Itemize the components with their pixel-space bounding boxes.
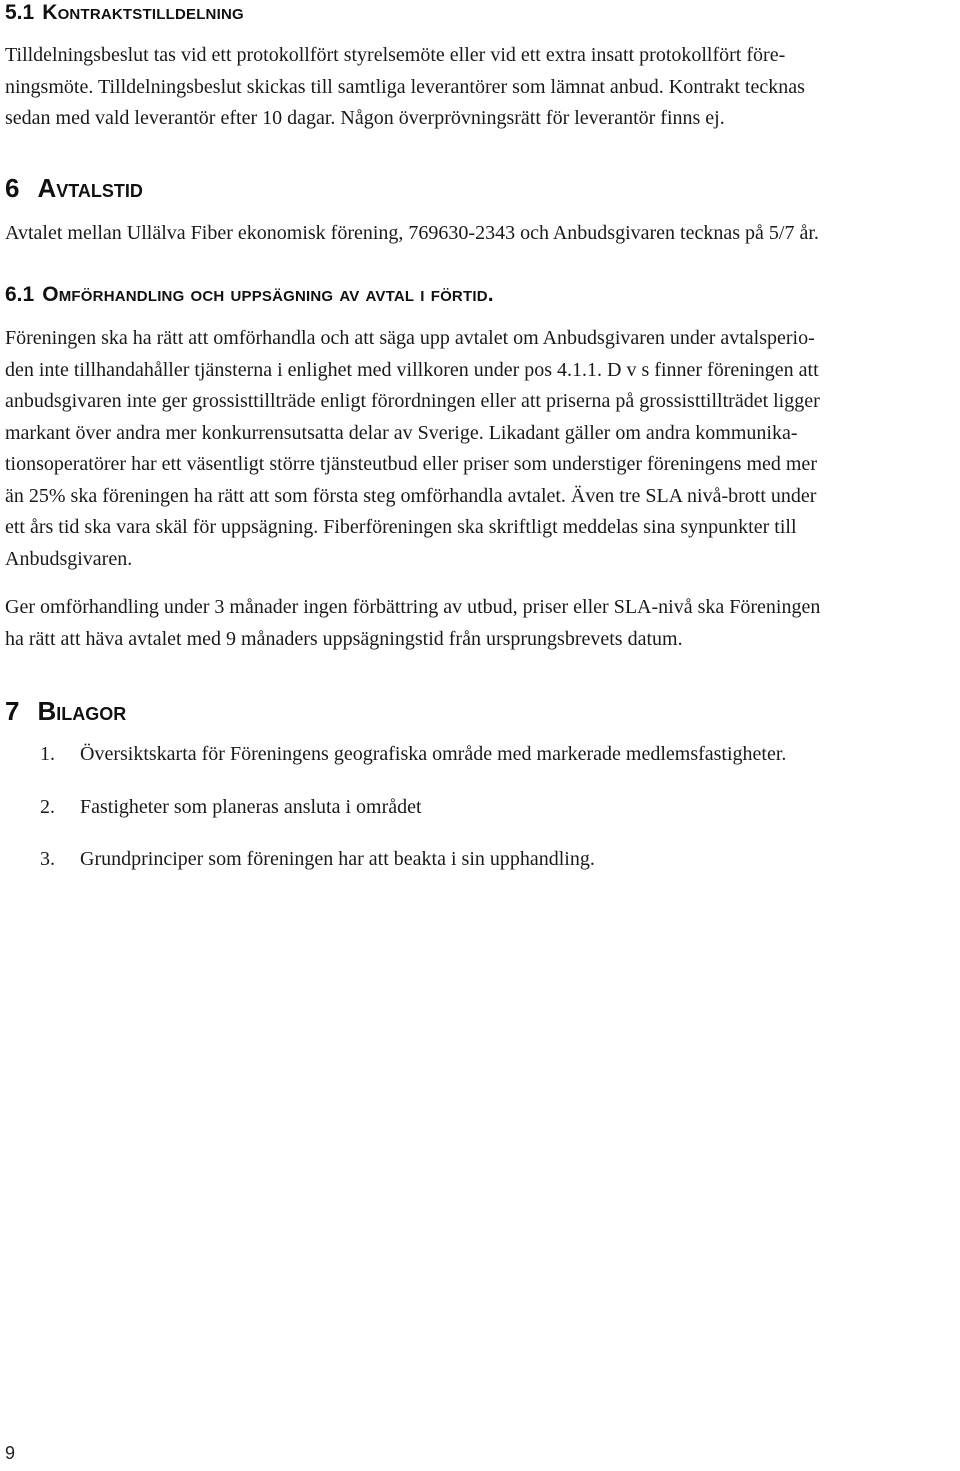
text-line: Anbudsgivaren. — [5, 547, 133, 570]
page-number: 9 — [5, 1443, 16, 1463]
section-heading-6 — [5, 172, 143, 204]
paragraph-avtalstid — [5, 218, 957, 250]
list-item — [40, 740, 786, 793]
list-item-number: 2. — [40, 795, 55, 818]
list-item — [40, 845, 786, 898]
text-line: Tilldelningsbeslut tas vid ett protokollfört styrelsemöte eller vid ett extra insatt protokollfört före- — [5, 44, 786, 66]
section-heading-5-1 — [5, 0, 244, 26]
section-title: Omförhandling och uppsägning av avtal i förtid. — [42, 283, 494, 306]
section-number: 6 — [5, 173, 20, 203]
section-title: Bilagor — [37, 696, 127, 726]
list-item — [40, 793, 786, 846]
section-heading-7 — [5, 695, 126, 727]
paragraph-omforhandling — [5, 323, 957, 575]
list-item-text: Fastigheter som planeras ansluta i området — [80, 795, 422, 818]
text-line: ett års tid ska vara skäl för uppsägning. Fiberföreningen ska skriftligt meddelas sina synpunkter till — [5, 516, 797, 538]
text-line: anbudsgivaren inte ger grossisttillträde enligt förordningen eller att priserna på grossisttillträdet ligger — [5, 390, 820, 412]
text-line: den inte tillhandahåller tjänsterna i enlighet med villkoren under pos 4.1.1. D v s finner föreningen att — [5, 358, 819, 381]
section-heading-6-1 — [5, 282, 494, 308]
section-title: Kontraktstilldelning — [42, 1, 244, 24]
section-number: 6.1 — [5, 283, 35, 306]
text-line: markant över andra mer konkurrensutsatta delar av Sverige. Likadant gäller om andra kommunika- — [5, 421, 798, 444]
text-line: än 25% ska föreningen ha rätt att som första steg omförhandla avtalet. Även tre SLA nivå-brott under — [5, 484, 817, 507]
text-line: Avtalet mellan Ullälva Fiber ekonomisk förening, 769630-2343 och Anbudsgivaren tecknas på 5/7 år. — [5, 222, 819, 244]
section-number: 5.1 — [5, 1, 35, 24]
paragraph-kontraktstilldelning — [5, 40, 957, 135]
list-item-text: Översiktskarta för Föreningens geografiska område med markerade medlemsfastigheter. — [80, 743, 787, 765]
paragraph-havning — [5, 592, 957, 655]
text-line: sedan med vald leverantör efter 10 dagar. Någon överprövningsrätt för leverantör finns ej. — [5, 107, 725, 129]
text-line: ha rätt att häva avtalet med 9 månaders uppsägningstid från ursprungsbrevets datum. — [5, 627, 683, 650]
list-item-text: Grundprinciper som föreningen har att beakta i sin upphandling. — [80, 848, 595, 870]
section-title: Avtalstid — [37, 173, 143, 203]
text-line: tionsoperatörer har ett väsentligt större tjänsteutbud eller priser som understiger föreningens med mer — [5, 453, 817, 475]
section-number: 7 — [5, 696, 20, 726]
text-line: Ger omförhandling under 3 månader ingen förbättring av utbud, priser eller SLA-nivå ska Föreningen — [5, 596, 821, 618]
list-item-number: 1. — [40, 743, 55, 765]
attachments-list — [40, 740, 786, 898]
text-line: ningsmöte. Tilldelningsbeslut skickas till samtliga leverantörer som lämnat anbud. Kontrakt tecknas — [5, 75, 805, 98]
text-line: Föreningen ska ha rätt att omförhandla och att säga upp avtalet om Anbudsgivaren under avtalsperio- — [5, 327, 815, 349]
list-item-number: 3. — [40, 848, 55, 870]
